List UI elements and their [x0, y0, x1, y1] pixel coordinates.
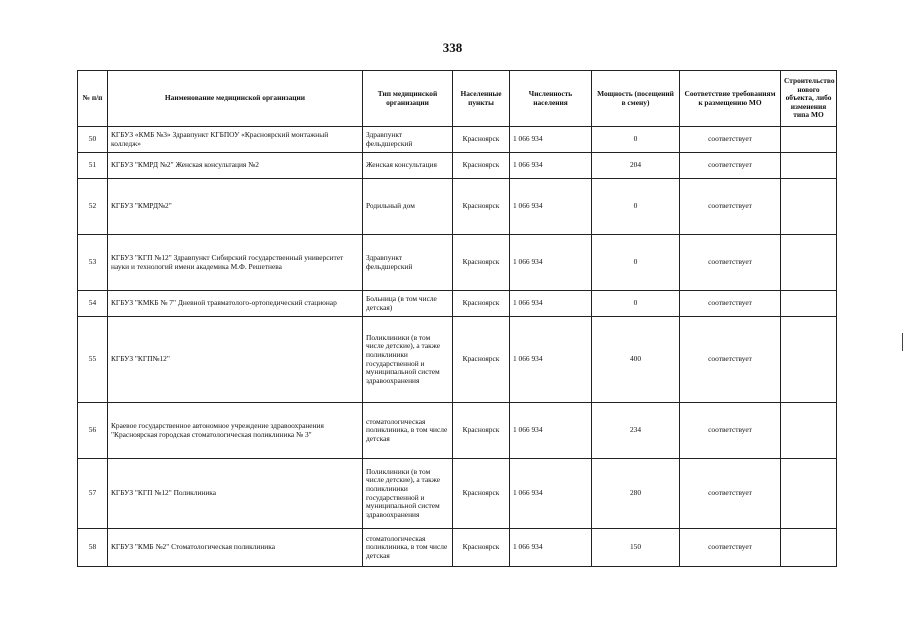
row-name: КГБУЗ "КМБ №2" Стоматологическая поликлиника: [108, 529, 363, 567]
row-num: 53: [78, 235, 108, 291]
header-population: Численность населения: [510, 71, 592, 127]
row-type: Больница (в том числе детская): [363, 291, 453, 317]
row-type: стоматологическая поликлиника, в том числе детская: [363, 529, 453, 567]
row-name: КГБУЗ "КГП №12" Здравпункт Сибирский государственный университет науки и технологий имени академика М.Ф. Решетнева: [108, 235, 363, 291]
row-capacity: 234: [592, 403, 680, 459]
row-locality: Красноярск: [453, 291, 510, 317]
row-capacity: 0: [592, 127, 680, 153]
row-construction: [781, 153, 837, 179]
row-num: 56: [78, 403, 108, 459]
header-construction: Строительство нового объекта, либо изменения типа МО: [781, 71, 837, 127]
row-population: 1 066 934: [510, 403, 592, 459]
row-type: Женская консультация: [363, 153, 453, 179]
table-row: [78, 127, 837, 153]
row-capacity: 280: [592, 459, 680, 529]
row-name: КГБУЗ "КГП№12": [108, 317, 363, 403]
row-capacity: 0: [592, 235, 680, 291]
row-name: КГБУЗ "КМРД№2": [108, 179, 363, 235]
row-type: Здравпункт фельдшерский: [363, 127, 453, 153]
row-construction: [781, 459, 837, 529]
row-population: 1 066 934: [510, 291, 592, 317]
row-locality: Красноярск: [453, 403, 510, 459]
medical-organizations-table: [77, 70, 837, 567]
table-row: [78, 403, 837, 459]
row-compliance: соответствует: [680, 127, 781, 153]
row-num: 54: [78, 291, 108, 317]
row-construction: [781, 235, 837, 291]
row-type: Поликлиники (в том числе детские), а также поликлиники государственной и муниципальной систем здравоохранения: [363, 459, 453, 529]
header-type: Тип медицинской организации: [363, 71, 453, 127]
row-num: 51: [78, 153, 108, 179]
row-num: 52: [78, 179, 108, 235]
row-compliance: соответствует: [680, 529, 781, 567]
row-locality: Красноярск: [453, 459, 510, 529]
page-number: 338: [442, 40, 463, 55]
header-name: Наименование медицинской организации: [108, 71, 363, 127]
row-num: 50: [78, 127, 108, 153]
row-population: 1 066 934: [510, 179, 592, 235]
row-population: 1 066 934: [510, 529, 592, 567]
row-num: 55: [78, 317, 108, 403]
row-compliance: соответствует: [680, 153, 781, 179]
row-construction: [781, 179, 837, 235]
row-compliance: соответствует: [680, 179, 781, 235]
row-locality: Красноярск: [453, 127, 510, 153]
edge-mark: [902, 333, 903, 351]
row-compliance: соответствует: [680, 235, 781, 291]
table-row: [78, 529, 837, 567]
table-row: [78, 291, 837, 317]
header-compliance: Соответствие требованиям к размещению МО: [680, 71, 781, 127]
row-compliance: соответствует: [680, 291, 781, 317]
row-capacity: 400: [592, 317, 680, 403]
row-type: стоматологическая поликлиника, в том числе детская: [363, 403, 453, 459]
row-type: Родильный дом: [363, 179, 453, 235]
row-locality: Красноярск: [453, 179, 510, 235]
row-locality: Красноярск: [453, 153, 510, 179]
header-capacity: Мощность (посещений в смену): [592, 71, 680, 127]
row-construction: [781, 317, 837, 403]
row-compliance: соответствует: [680, 403, 781, 459]
row-locality: Красноярск: [453, 235, 510, 291]
row-locality: Красноярск: [453, 529, 510, 567]
table-row: [78, 459, 837, 529]
row-construction: [781, 529, 837, 567]
row-capacity: 0: [592, 291, 680, 317]
row-population: 1 066 934: [510, 317, 592, 403]
row-name: КГБУЗ «КМБ №3» Здравпункт КГБПОУ «Красноярский монтажный колледж»: [108, 127, 363, 153]
row-construction: [781, 127, 837, 153]
table-row: [78, 153, 837, 179]
row-type: Здравпункт фельдшерский: [363, 235, 453, 291]
row-construction: [781, 403, 837, 459]
row-population: 1 066 934: [510, 127, 592, 153]
table-row: [78, 179, 837, 235]
row-locality: Красноярск: [453, 317, 510, 403]
row-compliance: соответствует: [680, 317, 781, 403]
header-num: № п/п: [78, 71, 108, 127]
row-capacity: 204: [592, 153, 680, 179]
row-name: КГБУЗ "КГП №12" Поликлиника: [108, 459, 363, 529]
table-row: [78, 317, 837, 403]
header-row: [78, 71, 837, 127]
row-name: КГБУЗ "КМРД №2" Женская консультация №2: [108, 153, 363, 179]
row-population: 1 066 934: [510, 235, 592, 291]
row-num: 57: [78, 459, 108, 529]
row-population: 1 066 934: [510, 153, 592, 179]
table-row: [78, 235, 837, 291]
row-num: 58: [78, 529, 108, 567]
row-name: Краевое государственное автономное учреждение здравоохранения "Красноярская городская стоматологическая поликлиника № 3": [108, 403, 363, 459]
row-capacity: 150: [592, 529, 680, 567]
row-population: 1 066 934: [510, 459, 592, 529]
row-capacity: 0: [592, 179, 680, 235]
row-compliance: соответствует: [680, 459, 781, 529]
row-name: КГБУЗ "КМКБ № 7" Дневной травматолого-ортопедический стационар: [108, 291, 363, 317]
row-construction: [781, 291, 837, 317]
header-locality: Населенные пункты: [453, 71, 510, 127]
row-type: Поликлиники (в том числе детские), а также поликлиники государственной и муниципальной систем здравоохранения: [363, 317, 453, 403]
